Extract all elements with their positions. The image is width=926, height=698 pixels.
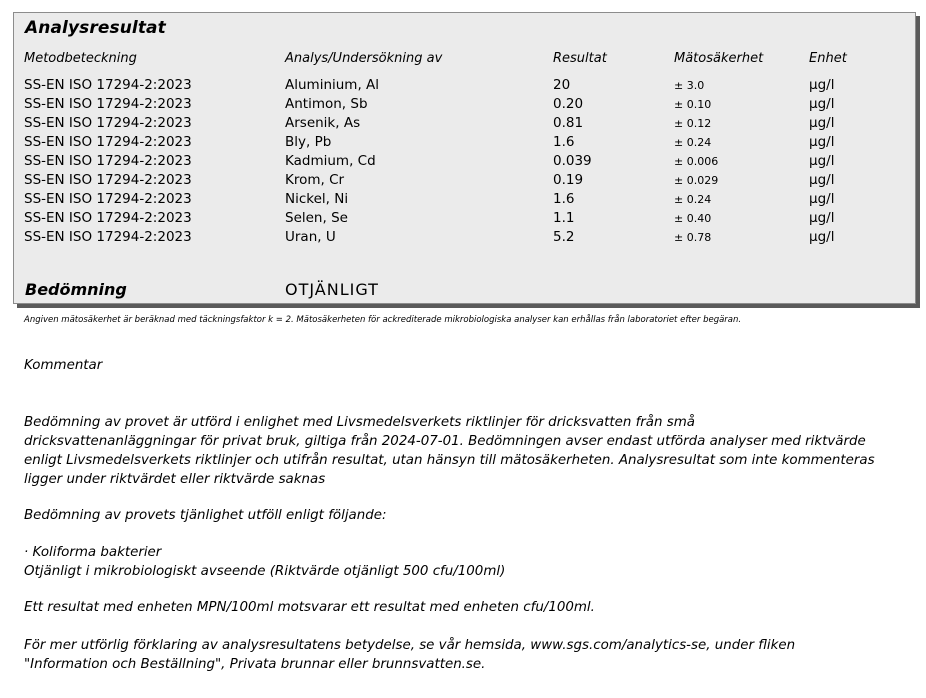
analysis-cell: Selen, Se [285, 210, 348, 226]
more-info-line: För mer utförlig förklaring av analysresultatens betydelse, se vår hemsida, www.sgs.com/analytics-se, under fliken [24, 638, 796, 653]
header-method: Metodbeteckning [24, 51, 137, 66]
table-row [14, 210, 914, 228]
unit-cell: µg/l [809, 210, 835, 226]
table-row [14, 77, 914, 95]
uncertainty-cell: ± 3.0 [674, 79, 705, 92]
result-cell: 5.2 [553, 229, 575, 245]
method-cell: SS-EN ISO 17294-2:2023 [24, 191, 192, 207]
bacteria-item: · Koliforma bakterier [24, 545, 162, 560]
result-cell: 0.81 [553, 115, 584, 131]
header-analysis: Analys/Undersökning av [285, 51, 443, 66]
unit-cell: µg/l [809, 77, 835, 93]
result-cell: 1.6 [553, 191, 575, 207]
uncertainty-cell: ± 0.029 [674, 174, 719, 187]
result-cell: 20 [553, 77, 571, 93]
uncertainty-cell: ± 0.24 [674, 136, 712, 149]
results-title: Analysresultat [25, 18, 166, 38]
unit-cell: µg/l [809, 115, 835, 131]
assessment-label: Bedömning [25, 280, 127, 299]
assessment-detail [24, 543, 914, 581]
unit-cell: µg/l [809, 172, 835, 188]
result-cell: 0.19 [553, 172, 584, 188]
table-row [14, 96, 914, 114]
assessment-value: OTJÄNLIGT [285, 280, 379, 299]
analysis-cell: Krom, Cr [285, 172, 345, 188]
method-cell: SS-EN ISO 17294-2:2023 [24, 229, 192, 245]
analysis-cell: Kadmium, Cd [285, 153, 376, 169]
comment-heading: Kommentar [24, 358, 103, 373]
result-cell: 0.039 [553, 153, 592, 169]
analysis-cell: Antimon, Sb [285, 96, 368, 112]
table-row [14, 134, 914, 152]
method-cell: SS-EN ISO 17294-2:2023 [24, 210, 192, 226]
uncertainty-cell: ± 0.12 [674, 117, 712, 130]
method-cell: SS-EN ISO 17294-2:2023 [24, 134, 192, 150]
table-row [14, 229, 914, 247]
table-row [14, 172, 914, 190]
table-row [14, 191, 914, 209]
header-uncertainty: Mätosäkerhet [674, 51, 764, 66]
more-info-line: "Information och Beställning", Privata brunnar eller brunnsvatten.se. [24, 657, 486, 672]
comment-line: dricksvattenanläggningar för privat bruk, giltiga från 2024-07-01. Bedömningen avser endast utförda analyser med riktvärde [24, 434, 866, 449]
analysis-cell: Bly, Pb [285, 134, 332, 150]
header-unit: Enhet [809, 51, 847, 66]
uncertainty-cell: ± 0.24 [674, 193, 712, 206]
unit-note: Ett resultat med enheten MPN/100ml motsvarar ett resultat med enheten cfu/100ml. [24, 600, 595, 615]
comment-line: enligt Livsmedelsverkets riktlinjer och utifrån resultat, utan hänsyn till mätosäkerheten. Analysresultat som inte kommenteras [24, 453, 875, 468]
results-panel [13, 12, 916, 304]
footnote: Angiven mätosäkerhet är beräknad med täckningsfaktor k = 2. Mätosäkerheten för ackrediterade mikrobiologiska analyser kan erhållas från laboratoriet efter begäran. [24, 315, 742, 325]
uncertainty-cell: ± 0.006 [674, 155, 719, 168]
bacteria-verdict: Otjänligt i mikrobiologiskt avseende (Riktvärde otjänligt 500 cfu/100ml) [24, 564, 506, 579]
method-cell: SS-EN ISO 17294-2:2023 [24, 153, 192, 169]
method-cell: SS-EN ISO 17294-2:2023 [24, 77, 192, 93]
result-cell: 1.1 [553, 210, 575, 226]
method-cell: SS-EN ISO 17294-2:2023 [24, 115, 192, 131]
analysis-cell: Arsenik, As [285, 115, 361, 131]
analysis-cell: Nickel, Ni [285, 191, 349, 207]
comment-line: Bedömning av provet är utförd i enlighet med Livsmedelsverkets riktlinjer för dricksvatten från små [24, 415, 695, 430]
analysis-cell: Uran, U [285, 229, 336, 245]
table-row [14, 153, 914, 171]
unit-cell: µg/l [809, 229, 835, 245]
uncertainty-cell: ± 0.10 [674, 98, 712, 111]
result-cell: 0.20 [553, 96, 584, 112]
method-cell: SS-EN ISO 17294-2:2023 [24, 96, 192, 112]
unit-cell: µg/l [809, 134, 835, 150]
uncertainty-cell: ± 0.40 [674, 212, 712, 225]
assessment-intro: Bedömning av provets tjänlighet utföll enligt följande: [24, 508, 387, 523]
method-cell: SS-EN ISO 17294-2:2023 [24, 172, 192, 188]
header-result: Resultat [553, 51, 607, 66]
uncertainty-cell: ± 0.78 [674, 231, 712, 244]
analysis-cell: Aluminium, Al [285, 77, 380, 93]
comment-paragraph [24, 413, 914, 489]
unit-cell: µg/l [809, 191, 835, 207]
unit-cell: µg/l [809, 96, 835, 112]
comment-line: ligger under riktvärdet eller riktvärde saknas [24, 472, 326, 487]
table-row [14, 115, 914, 133]
unit-cell: µg/l [809, 153, 835, 169]
result-cell: 1.6 [553, 134, 575, 150]
more-info-paragraph [24, 636, 914, 674]
